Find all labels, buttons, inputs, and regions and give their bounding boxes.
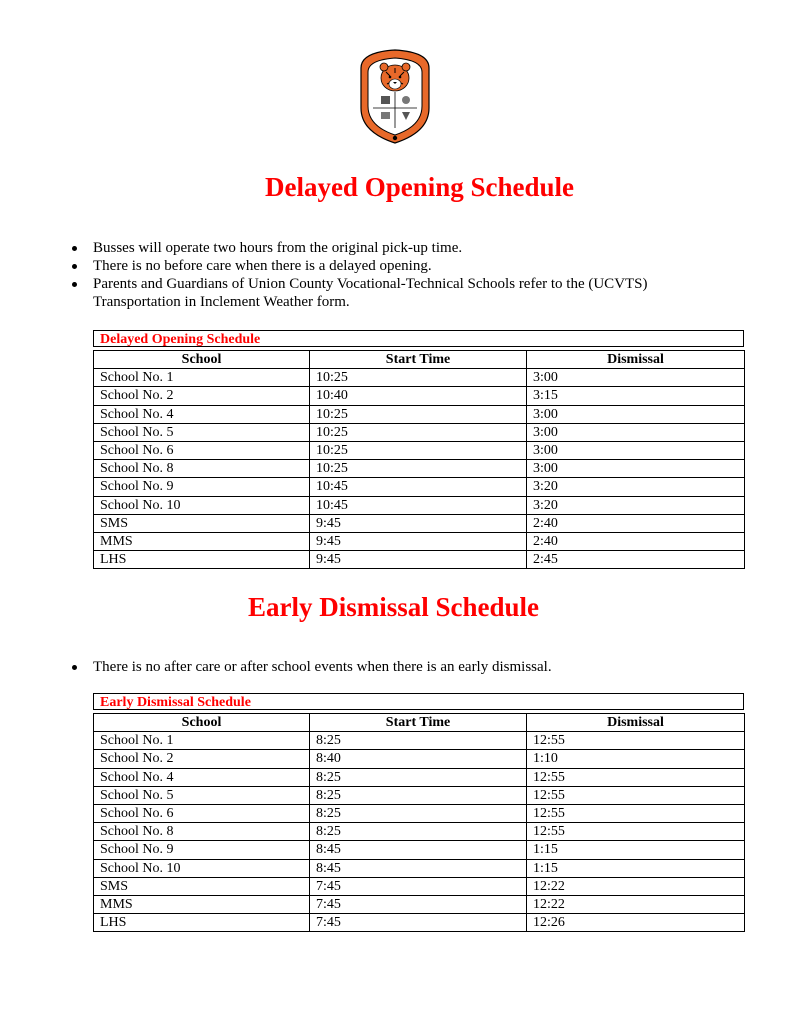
table-row [94,750,745,768]
cell-school: LHS [94,914,310,932]
cell-dismissal: 12:55 [527,768,745,786]
cell-dismissal: 12:55 [527,786,745,804]
cell-school: School No. 2 [94,750,310,768]
table-caption: Delayed Opening Schedule [93,330,744,347]
early-dismissal-heading: Early Dismissal Schedule [247,592,540,622]
cell-dismissal: 12:55 [527,732,745,750]
cell-start-time: 8:25 [310,804,527,822]
table-row [94,514,745,532]
cell-start-time: 10:45 [310,496,527,514]
table-row [94,496,745,514]
cell-start-time: 7:45 [310,895,527,913]
cell-school: MMS [94,532,310,550]
cell-dismissal: 3:00 [527,423,745,441]
table-row [94,859,745,877]
table-row [94,478,745,496]
table-row [94,786,745,804]
cell-dismissal: 3:15 [527,387,745,405]
cell-school: School No. 1 [94,732,310,750]
cell-school: MMS [94,895,310,913]
cell-school: School No. 10 [94,496,310,514]
early-notes-list [72,658,713,676]
early-dismissal-table [93,693,744,932]
cell-start-time: 10:25 [310,369,527,387]
table-row [94,532,745,550]
cell-start-time: 10:25 [310,405,527,423]
cell-start-time: 10:25 [310,460,527,478]
cell-school: School No. 8 [94,823,310,841]
column-header-start-time: Start Time [310,714,527,732]
list-item: There is no after care or after school events when there is an early dismissal. [72,658,713,676]
cell-start-time: 8:45 [310,841,527,859]
cell-school: School No. 10 [94,859,310,877]
cell-school: SMS [94,877,310,895]
delayed-opening-heading: Delayed Opening Schedule [264,172,575,202]
cell-dismissal: 12:55 [527,823,745,841]
cell-start-time: 8:25 [310,823,527,841]
table-row [94,804,745,822]
list-item: There is no before care when there is a delayed opening. [72,257,713,275]
cell-dismissal: 3:00 [527,405,745,423]
cell-start-time: 9:45 [310,514,527,532]
cell-dismissal: 3:00 [527,460,745,478]
cell-start-time: 10:40 [310,387,527,405]
cell-start-time: 9:45 [310,551,527,569]
delayed-notes-list [72,239,713,311]
column-header-dismissal: Dismissal [527,351,745,369]
cell-dismissal: 1:15 [527,841,745,859]
cell-start-time: 9:45 [310,532,527,550]
cell-start-time: 7:45 [310,914,527,932]
cell-dismissal: 12:55 [527,804,745,822]
cell-dismissal: 3:20 [527,478,745,496]
table-caption: Early Dismissal Schedule [93,693,744,710]
list-item: Busses will operate two hours from the original pick-up time. [72,239,713,257]
cell-start-time: 7:45 [310,877,527,895]
cell-start-time: 10:45 [310,478,527,496]
table-header-row [94,714,745,732]
cell-school: School No. 8 [94,460,310,478]
table-row [94,423,745,441]
cell-dismissal: 2:45 [527,551,745,569]
table-row [94,823,745,841]
cell-dismissal: 12:22 [527,877,745,895]
cell-start-time: 10:25 [310,423,527,441]
table-row [94,551,745,569]
cell-dismissal: 12:26 [527,914,745,932]
table-row [94,914,745,932]
table-row [94,369,745,387]
table-row [94,877,745,895]
table-row [94,841,745,859]
cell-dismissal: 3:20 [527,496,745,514]
cell-start-time: 8:45 [310,859,527,877]
column-header-start-time: Start Time [310,351,527,369]
tiger-crest-logo [353,46,437,146]
cell-dismissal: 1:15 [527,859,745,877]
cell-dismissal: 12:22 [527,895,745,913]
cell-start-time: 8:25 [310,732,527,750]
cell-school: School No. 5 [94,786,310,804]
cell-school: School No. 2 [94,387,310,405]
cell-start-time: 8:25 [310,768,527,786]
cell-school: School No. 9 [94,478,310,496]
table-header-row [94,351,745,369]
column-header-dismissal: Dismissal [527,714,745,732]
table-row [94,460,745,478]
cell-start-time: 8:40 [310,750,527,768]
table-row [94,895,745,913]
cell-school: LHS [94,551,310,569]
cell-dismissal: 2:40 [527,514,745,532]
column-header-school: School [94,714,310,732]
cell-dismissal: 3:00 [527,369,745,387]
table-row [94,387,745,405]
cell-dismissal: 1:10 [527,750,745,768]
cell-school: School No. 4 [94,768,310,786]
cell-school: School No. 9 [94,841,310,859]
cell-school: School No. 1 [94,369,310,387]
table-row [94,732,745,750]
cell-dismissal: 2:40 [527,532,745,550]
column-header-school: School [94,351,310,369]
cell-school: School No. 6 [94,804,310,822]
table-row [94,405,745,423]
delayed-opening-table [93,330,744,569]
list-item: Parents and Guardians of Union County Vocational-Technical Schools refer to the (UCVTS) Transportation in Inclement Weather form. [72,275,713,311]
table-row [94,441,745,459]
cell-dismissal: 3:00 [527,441,745,459]
cell-school: SMS [94,514,310,532]
cell-school: School No. 4 [94,405,310,423]
cell-school: School No. 5 [94,423,310,441]
cell-start-time: 10:25 [310,441,527,459]
cell-school: School No. 6 [94,441,310,459]
table-row [94,768,745,786]
cell-start-time: 8:25 [310,786,527,804]
